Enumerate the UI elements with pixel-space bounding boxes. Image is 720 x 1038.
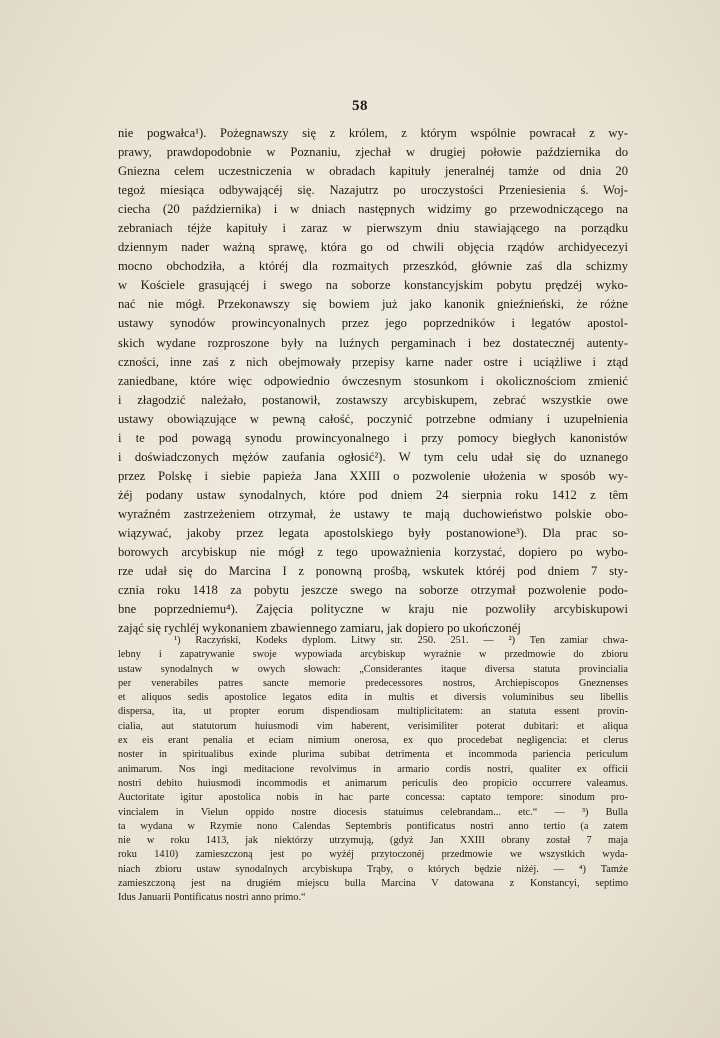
text-line: zebraniach téjże kapituły i zaraz w pierwszym dniu stawiającego na porządku [118,221,628,236]
text-line: i doświadczonych mężów zaufania ogłosić²). W tym celu udał się do uznanego [118,449,628,464]
footnote-line: niach zbioru ustaw synodalnych arcybiskupa Trąby, o których będzie niżéj. — ⁴) Tamże [118,863,628,875]
footnote-line: ta wydana w Rzymie nono Calendas Septembris pontificatus nostri anno tertio (a zatem [118,820,628,832]
text-line: ciecha (20 października) i w dniach następnych widzimy go przewodniczącego na [118,202,628,217]
main-text-body [118,124,628,638]
footnote-line: ustaw synodalnych w owych słowach: „Considerantes itaque diversa statuta provincialia [118,663,628,675]
text-line: skich wydane rozproszone były na luźnych pergaminach i bez dostatecznéj autenty- [118,335,628,350]
text-line: wyraźném zastrzeżeniem otrzymał, że ustawy te mają duchowieństwo polskie obo- [118,506,628,521]
footnote-line: Idus Januarii Pontificatus nostri anno primo.“ [118,892,306,904]
footnote-line: per venerabiles patres sancte memorie predecessores nostros, Archiepiscopos Gneznenses [118,677,628,689]
footnote-line: lebny i zapatrywanie swoje wypowiada arcybiskup wyraźnie w przedmowie do zbioru [118,649,628,661]
footnote-line: nostri debito huiusmodi incommodis et animarum periculis deo propicio occurrere valeamus. [118,777,628,789]
page-number: 58 [352,98,368,114]
text-line: ustawy synodów prowincyonalnych przez jego poprzedników i legatów apostol- [118,316,628,331]
text-line: zająć się rychléj wykonaniem zbawiennego zamiaru, jak dopiero po ukończonéj [118,621,521,636]
footnote-line: et aliquos sedis apostolice legatos edita in multis et diversis voluminibus seu libellis [118,692,628,704]
footnote-line: animarum. Nos ingi meditacione revolvimus in armario cordis nostri, qualiter ex officii [118,763,628,775]
text-line: prawy, prawdopodobnie w Poznaniu, zjechał w drugiej połowie października do [118,145,628,160]
text-line: i złagodzić należało, postanowił, zostawszy arcybiskupem, zebrać wszystkie owe [118,392,628,407]
text-line: bne poprzedniemu⁴). Zajęcia polityczne w kraju nie pozwoliły arcybiskupowi [118,602,628,617]
footnote-line: nie w roku 1413, jak niektórzy utrzymują, (gdyż Jan XXIII obrany został 7 maja [118,835,628,847]
text-line: wiązywać, jakoby przez legata apostolskiego były postanowione³). Dla prac so- [118,525,628,540]
text-line: ustawy obowiązujące w pewną całość, poczynić potrzebne odmiany i uzupełnienia [118,411,628,426]
footnote-line: zamieszczoną jest na drugiém miejscu bulla Marcina V datowana z Konstancyi, septimo [118,878,628,890]
text-line: w Kościele grasującéj i swego na soborze konstancyjskim pobytu prędzéj wyko- [118,278,628,293]
footnote-line: roku 1410) zamieszczoną jest po wyżéj przytoczonéj przedmowie we wszystkich wyda- [118,849,628,861]
text-line: nie pogwałca¹). Pożegnawszy się z królem, z którym wspólnie powracał z wy- [118,126,628,140]
text-line: czności, inne zaś z nich obejmowały przepisy karne nader ostre i uciążliwe i ztąd [118,354,628,369]
text-line: nać nie mógł. Przekonawszy się bowiem już jako kanonik gnieźnieński, że różne [118,297,628,312]
text-line: zaniedbane, które więc odpowiednio ówczesnym stosunkom i okolicznościom zmienić [118,373,628,388]
footnote-line: Auctoritate igitur apostolica nobis in hac parte concessa: captato tempore: sinodum pro- [118,792,628,804]
footnote-line: ¹) Raczyński, Kodeks dyplom. Litwy str. 250. 251. — ²) Ten zamiar chwa- [174,635,628,646]
text-line: dziennym nader ważną sprawę, która go od chwili objęcia rządów archidyecezyi [118,240,628,255]
text-line: cznia roku 1418 za pobytu jeszcze swego na soborze otrzymał pozwolenie podo- [118,583,628,598]
text-line: żéj podany ustaw synodalnych, które pod dniem 24 sierpnia roku 1412 z têm [118,487,628,502]
footnote-line: cialia, aut statutorum huiusmodi vim haberent, verisimiliter poterat dubitari: et aliqua [118,720,628,732]
footnote-line: noster in spiritualibus exinde plurima subibat detrimenta et incommoda pariencia periculum [118,749,628,761]
text-line: i te pod powagą synodu prowincyonalnego i przy pomocy biegłych kanonistów [118,430,628,445]
text-line: Gniezna celem uczestniczenia w obradach kapituły jeneralnéj tamże od dnia 20 [118,164,628,179]
text-line: mocno obchodziła, a któréj dla rozmaitych przeszkód, głównie zaś dla schizmy [118,259,628,274]
footnotes [118,634,628,906]
text-line: rze udał się do Marcina I z ponowną prośbą, wskutek któréj pod dniem 7 sty- [118,564,628,579]
footnote-line: dispersa, ita, ut propter eorum dispendiosam multiplicitatem: an statuta essent provin- [118,706,628,718]
footnote-line: ex eis erant penalia et eciam nimium onerosa, ex quo procedebat negligencia: et clerus [118,735,628,747]
text-line: tegoż miesiąca odbywającéj się. Nazajutrz po uroczystości Przeniesienia ś. Woj- [118,183,628,198]
footnote-line: vincialem in Vielun oppido nostre diocesis statuimus celebrandam... etc.“ — ³) Bulla [118,806,628,818]
text-line: przez Polskę i siebie papieża Jana XXIII o pozwolenie ułożenia w sposób wy- [118,468,628,483]
text-line: borowych arcybiskup nie mógł z tego upoważnienia korzystać, dopiero po wybo- [118,545,628,560]
